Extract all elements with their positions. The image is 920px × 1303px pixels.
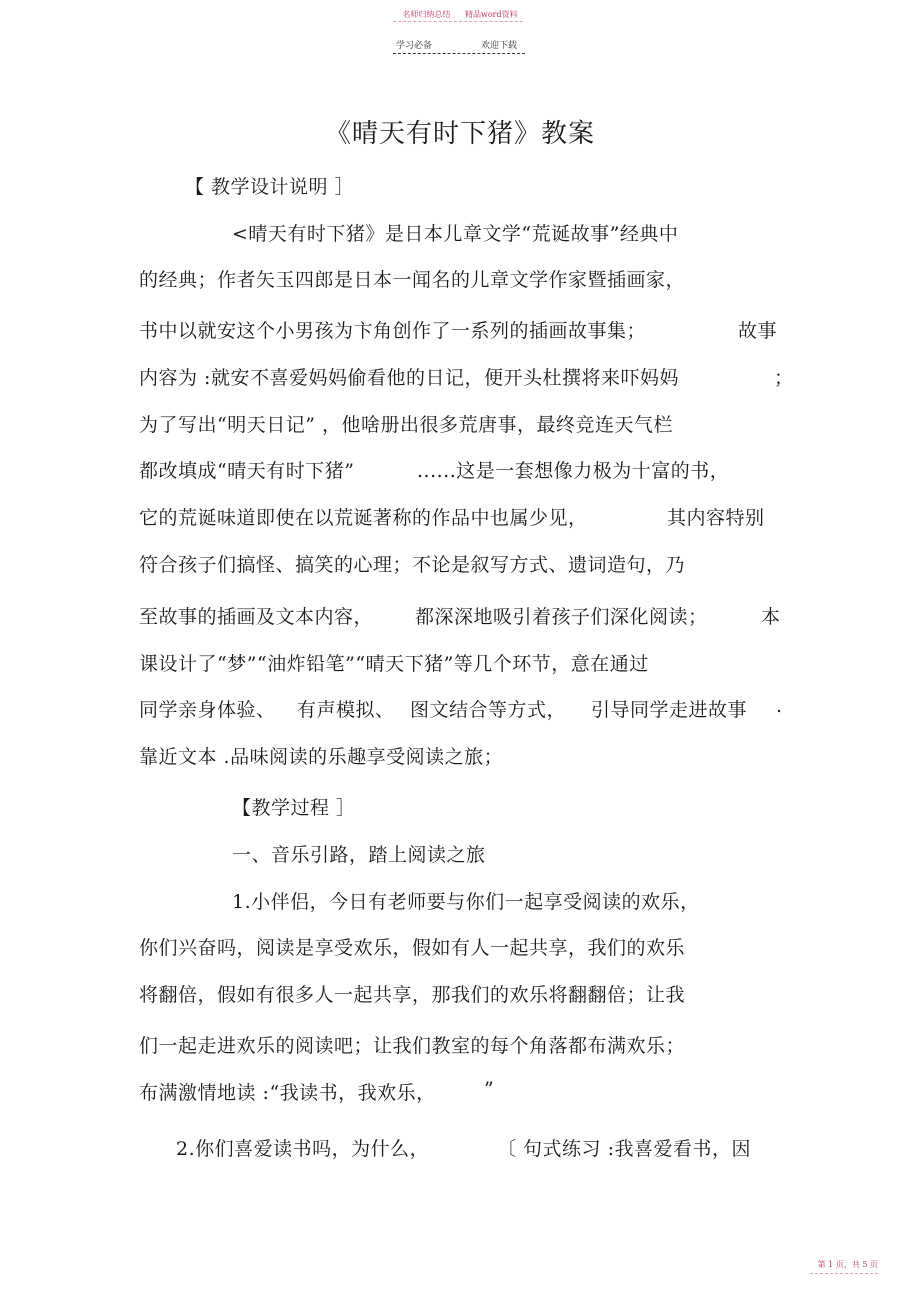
- section-heading-design: 【 教学设计说明 ］: [185, 176, 355, 198]
- paragraph-line: 都深深地吸引着孩子们深化阅读；: [415, 606, 708, 628]
- paragraph-line: 引导同学走进故事: [591, 699, 748, 721]
- top-banner-right: 精品word资料: [464, 10, 518, 19]
- paragraph-line: 同学亲身体验、: [139, 699, 276, 721]
- paragraph-line: 的经典；作者矢玉四郎是日本一闻名的儿章文学作家暨插画家，: [139, 269, 686, 291]
- paragraph-line: 书中以就安这个小男孩为卞角创作了一系列的插画故事集；: [139, 320, 647, 342]
- paragraph-line: ......这是一套想像力极为十富的书，: [417, 460, 730, 482]
- page-title: 《晴天有时下猪》教案: [324, 119, 595, 149]
- paragraph-line: 内容为 :就安不喜爱妈妈偷看他的日记，便开头杜撰将来吓妈妈: [139, 367, 679, 389]
- paragraph-line: 图文结合等方式，: [410, 699, 567, 721]
- paragraph-line: ；: [774, 367, 794, 389]
- sub-header-divider: [393, 53, 525, 54]
- paragraph-line: 符合孩子们搞怪、搞笑的心理；不论是叙写方式、遗词造句，乃: [139, 554, 686, 576]
- top-banner-divider: [393, 21, 523, 22]
- paragraph-line: 有声模拟、: [297, 699, 395, 721]
- paragraph-line: 〔 句式练习 :我喜爱看书，因: [497, 1138, 751, 1160]
- paragraph-line: 你们兴奋吗，阅读是享受欢乐，假如有人一起共享，我们的欢乐: [139, 937, 686, 959]
- paragraph-line: 其内容特别: [667, 507, 765, 529]
- paragraph-line: 将翻倍，假如有很多人一起共享，那我们的欢乐将翻翻倍；让我: [139, 984, 686, 1006]
- paragraph-line: 们一起走进欢乐的阅读吧；让我们教室的每个角落都布满欢乐；: [139, 1035, 686, 1057]
- paragraph-line: 课设计了“梦”“油炸铅笔”“晴天下猪”等几个环节，意在通过: [139, 653, 649, 675]
- page-number: 第 1 页，共 5 页: [817, 1260, 878, 1269]
- top-banner-left: 名师归纳总结: [402, 10, 451, 19]
- paragraph-line: 布满激情地读 :“我读书，我欢乐，: [139, 1082, 436, 1104]
- paragraph-line: .: [776, 695, 783, 717]
- paragraph-line: ”: [484, 1078, 495, 1100]
- paragraph-line: 都改填成“晴天有时下猪”: [139, 460, 355, 482]
- paragraph-line: 本: [761, 606, 781, 628]
- footer-divider: [810, 1273, 878, 1274]
- step-one-heading: 一、音乐引路，踏上阅读之旅: [232, 844, 486, 866]
- paragraph-line: 它的荒诞味道即使在以荒诞著称的作品中也属少见，: [139, 507, 588, 529]
- section-heading-process: 【教学过程 ］: [232, 797, 356, 819]
- paragraph-line: 至故事的插画及文本内容，: [139, 606, 374, 628]
- paragraph-line: 靠近文本 .品味阅读的乐趣享受阅读之旅；: [139, 746, 504, 768]
- paragraph-line: <晴天有时下猪》是日本儿章文学“荒诞故事”经典中: [232, 223, 679, 245]
- paragraph-line: 故事: [738, 320, 778, 342]
- top-banner: [0, 9, 920, 20]
- paragraph-line: 为了写出“明天日记” ，他啥册出很多荒唐事，最终竞连天气栏: [139, 414, 673, 436]
- sub-header-right: 欢迎下载: [481, 41, 518, 51]
- sub-header-left: 学习必备: [396, 41, 433, 51]
- paragraph-line: 2.你们喜爱读书吗，为什么，: [176, 1138, 430, 1160]
- paragraph-line: 1.小伴侣，今日有老师要与你们一起享受阅读的欢乐，: [232, 891, 700, 913]
